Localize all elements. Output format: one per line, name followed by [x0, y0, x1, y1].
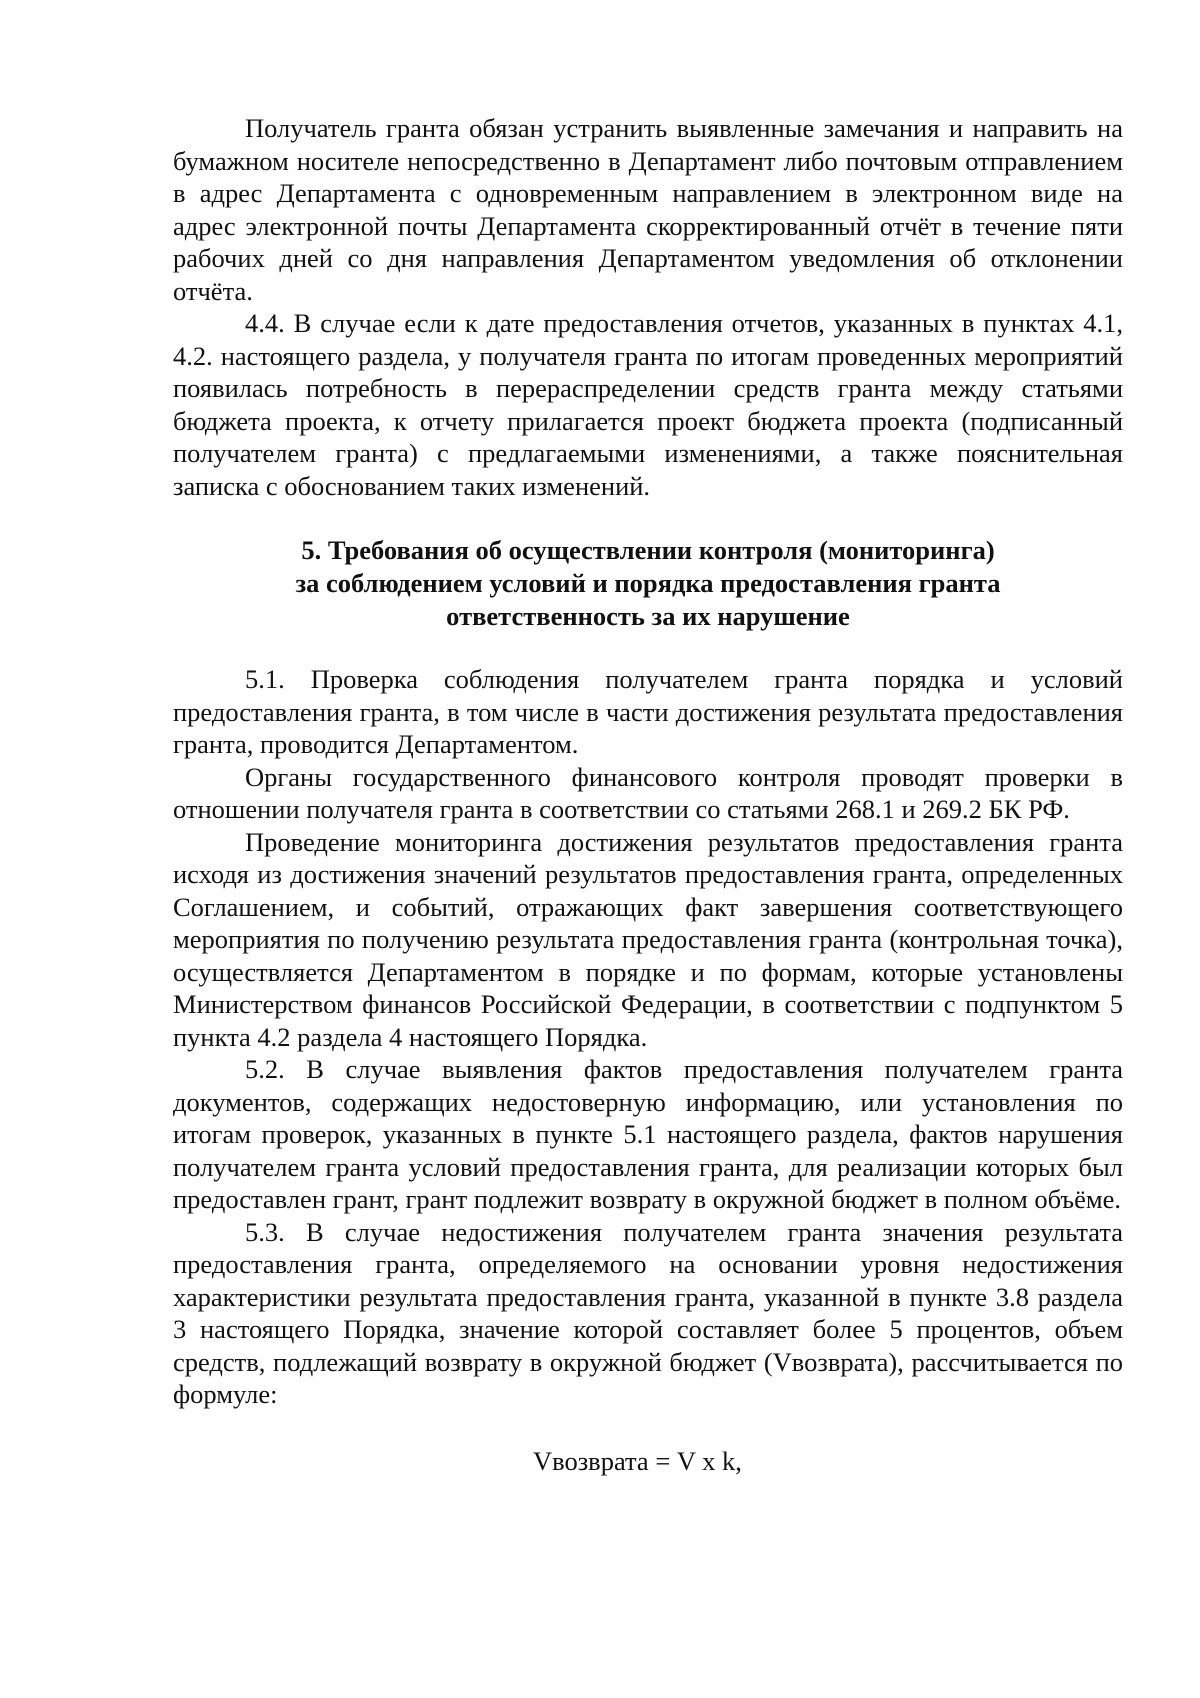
paragraph-monitoring: Проведение мониторинга достижения результатов предоставления гранта исходя из достижения значений результатов предоставления гранта, определенных Соглашением, и событий, отражающих факт завершения соответствующего мероприятия по получению результата предоставления гранта (контрольная точка), осуществляется Департаментом в порядке и по формам, которые установлены Министерством финансов Российской Федерации, в соответствии с подпунктом 5 пункта 4.2 раздела 4 настоящего Порядка.	[173, 826, 1123, 1052]
paragraph-4-4: 4.4. В случае если к дате предоставления отчетов, указанных в пунктах 4.1, 4.2. настоящего раздела, у получателя гранта по итогам проведенных мероприятий появилась потребность в перераспределении средств гранта между статьями бюджета проекта, к отчету прилагается проект бюджета проекта (подписанный получателем гранта) с предлагаемыми изменениями, а также пояснительная записка с обоснованием таких изменений.	[173, 308, 1123, 501]
document-body	[173, 112, 1123, 1477]
paragraph-report-correction: Получатель гранта обязан устранить выявленные замечания и направить на бумажном носителе непосредственно в Департамент либо почтовым отправлением в адрес Департамента с одновременным направлением в электронном виде на адрес электронной почты Департамента скорректированный отчёт в течение пяти рабочих дней со дня направления Департаментом уведомления об отклонении отчёта.	[173, 113, 1123, 306]
section-5-heading-line-1: 5. Требования об осуществлении контроля (мониторинга)	[301, 535, 995, 565]
paragraph-5-1: 5.1. Проверка соблюдения получателем гранта порядка и условий предоставления гранта, в том числе в части достижения результата предоставления гранта, проводится Департаментом.	[173, 664, 1123, 759]
paragraph-5-2: 5.2. В случае выявления фактов предоставления получателем гранта документов, содержащих недостоверную информацию, или установления по итогам проверок, указанных в пункте 5.1 настоящего раздела, фактов нарушения получателем гранта условий предоставления гранта, для реализации которых был предоставлен грант, грант подлежит возврату в окружной бюджет в полном объёме.	[173, 1054, 1123, 1214]
paragraph-financial-control: Органы государственного финансового контроля проводят проверки в отношении получателя гранта в соответствии со статьями 268.1 и 269.2 БК РФ.	[173, 761, 1123, 824]
section-5-heading	[173, 534, 1123, 633]
paragraph-5-3: 5.3. В случае недостижения получателем гранта значения результата предоставления гранта, определяемого на основании уровня недостижения характеристики результата предоставления гранта, указанной в пункте 3.8 раздела 3 настоящего Порядка, значение которой составляет более 5 процентов, объем средств, подлежащий возврату в окружной бюджет (Vвозврата), рассчитывается по формуле:	[173, 1216, 1123, 1409]
section-5-heading-line-2: за соблюдением условий и порядка предоставления гранта	[295, 568, 1001, 598]
return-formula: Vвозврата = V x k,	[533, 1445, 742, 1476]
section-5-heading-line-3: ответственность за их нарушение	[446, 601, 850, 631]
